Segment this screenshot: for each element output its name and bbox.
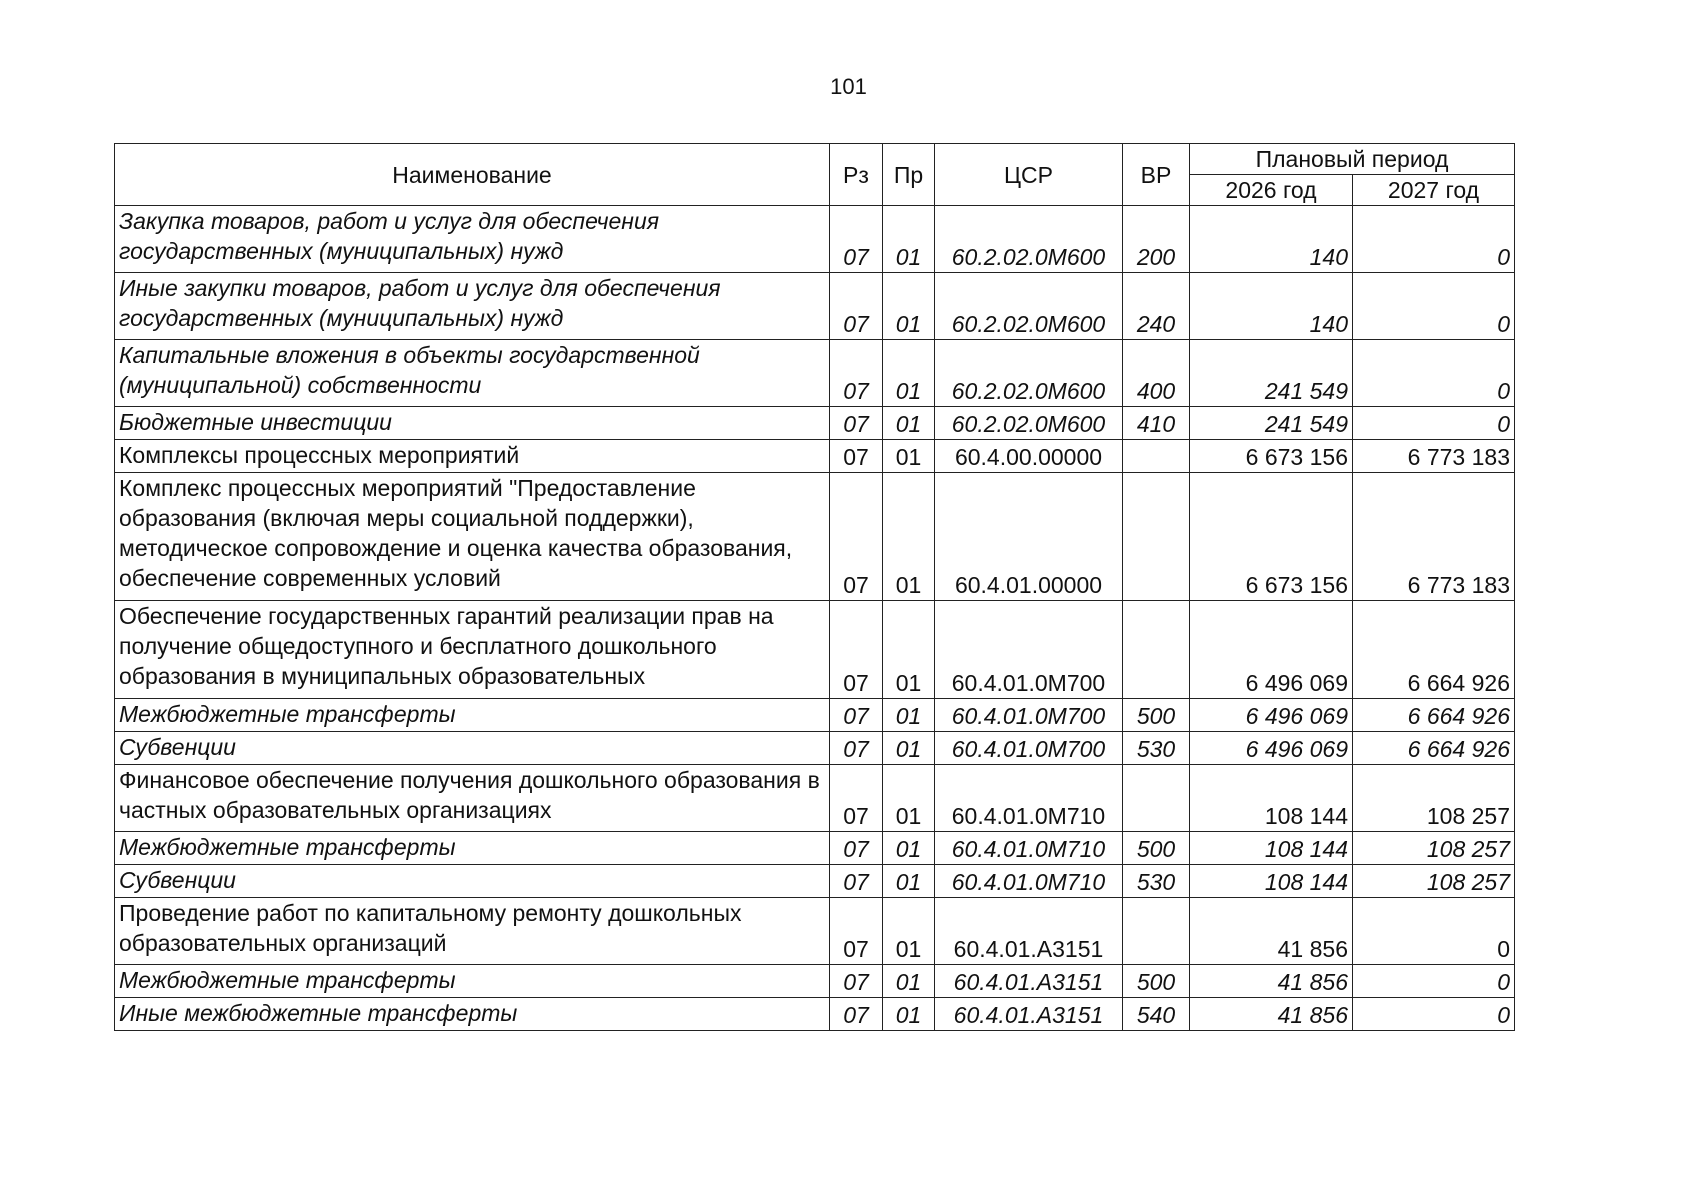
row-csr: 60.4.01.0М700 — [935, 601, 1123, 699]
row-rz: 07 — [830, 832, 883, 865]
row-pr: 01 — [883, 273, 935, 340]
row-value-2027: 0 — [1353, 998, 1515, 1031]
row-vr: 400 — [1123, 340, 1190, 407]
row-name: Субвенции — [115, 732, 830, 765]
row-name: Бюджетные инвестиции — [115, 407, 830, 440]
row-value-2026: 108 144 — [1190, 832, 1353, 865]
row-value-2026: 140 — [1190, 206, 1353, 273]
row-value-2027: 0 — [1353, 407, 1515, 440]
row-name: Капитальные вложения в объекты государственной (муниципальной) собственности — [115, 340, 830, 407]
row-name: Субвенции — [115, 865, 830, 898]
row-value-2027: 0 — [1353, 340, 1515, 407]
row-csr: 60.2.02.0М600 — [935, 273, 1123, 340]
row-name: Межбюджетные трансферты — [115, 832, 830, 865]
row-vr: 240 — [1123, 273, 1190, 340]
row-vr — [1123, 898, 1190, 965]
table-row — [115, 898, 1515, 965]
row-value-2027: 108 257 — [1353, 765, 1515, 832]
row-rz: 07 — [830, 965, 883, 998]
row-value-2027: 0 — [1353, 273, 1515, 340]
row-pr: 01 — [883, 440, 935, 473]
row-csr: 60.4.01.0М700 — [935, 699, 1123, 732]
row-name: Иные межбюджетные трансферты — [115, 998, 830, 1031]
row-rz: 07 — [830, 865, 883, 898]
row-name: Комплексы процессных мероприятий — [115, 440, 830, 473]
row-vr: 410 — [1123, 407, 1190, 440]
row-pr: 01 — [883, 765, 935, 832]
row-csr: 60.4.01.0М710 — [935, 765, 1123, 832]
row-pr: 01 — [883, 206, 935, 273]
row-name: Межбюджетные трансферты — [115, 699, 830, 732]
row-rz: 07 — [830, 273, 883, 340]
row-pr: 01 — [883, 998, 935, 1031]
table-row — [115, 206, 1515, 273]
row-rz: 07 — [830, 765, 883, 832]
row-rz: 07 — [830, 407, 883, 440]
row-value-2026: 108 144 — [1190, 865, 1353, 898]
table-body — [115, 206, 1515, 1031]
row-csr: 60.4.00.00000 — [935, 440, 1123, 473]
row-value-2026: 41 856 — [1190, 898, 1353, 965]
row-vr: 540 — [1123, 998, 1190, 1031]
row-rz: 07 — [830, 340, 883, 407]
header-rz: Рз — [830, 144, 883, 206]
header-year-2027: 2027 год — [1353, 175, 1515, 206]
header-planned-period: Плановый период — [1190, 144, 1515, 175]
table-row — [115, 865, 1515, 898]
header-vr: ВР — [1123, 144, 1190, 206]
row-value-2027: 108 257 — [1353, 832, 1515, 865]
row-name: Обеспечение государственных гарантий реализации прав на получение общедоступного и бесплатного дошкольного образования в муниципальных образовательных — [115, 601, 830, 699]
row-rz: 07 — [830, 699, 883, 732]
row-value-2026: 241 549 — [1190, 407, 1353, 440]
table-row — [115, 699, 1515, 732]
table-row — [115, 601, 1515, 699]
row-value-2027: 0 — [1353, 898, 1515, 965]
row-value-2026: 6 673 156 — [1190, 473, 1353, 601]
row-vr — [1123, 473, 1190, 601]
row-value-2026: 6 496 069 — [1190, 732, 1353, 765]
header-year-2026: 2026 год — [1190, 175, 1353, 206]
table-row — [115, 832, 1515, 865]
page-number: 101 — [830, 74, 867, 99]
row-vr: 530 — [1123, 865, 1190, 898]
row-value-2026: 6 496 069 — [1190, 601, 1353, 699]
row-name: Иные закупки товаров, работ и услуг для обеспечения государственных (муниципальных) нужд — [115, 273, 830, 340]
row-name: Закупка товаров, работ и услуг для обеспечения государственных (муниципальных) нужд — [115, 206, 830, 273]
row-value-2027: 6 664 926 — [1353, 601, 1515, 699]
row-value-2027: 6 773 183 — [1353, 440, 1515, 473]
row-value-2026: 6 496 069 — [1190, 699, 1353, 732]
row-value-2026: 241 549 — [1190, 340, 1353, 407]
row-vr: 500 — [1123, 965, 1190, 998]
header-pr: Пр — [883, 144, 935, 206]
table-row — [115, 340, 1515, 407]
table-header — [115, 144, 1515, 206]
row-csr: 60.4.01.А3151 — [935, 898, 1123, 965]
row-pr: 01 — [883, 699, 935, 732]
header-name: Наименование — [115, 144, 830, 206]
row-pr: 01 — [883, 601, 935, 699]
row-rz: 07 — [830, 206, 883, 273]
table-row — [115, 473, 1515, 601]
row-rz: 07 — [830, 732, 883, 765]
row-csr: 60.4.01.00000 — [935, 473, 1123, 601]
header-csr: ЦСР — [935, 144, 1123, 206]
row-name: Проведение работ по капитальному ремонту дошкольных образовательных организаций — [115, 898, 830, 965]
row-name: Комплекс процессных мероприятий "Предоставление образования (включая меры социальной поддержки), методическое сопровождение и оценка качества образования, обеспечение современных условий — [115, 473, 830, 601]
row-vr: 200 — [1123, 206, 1190, 273]
budget-table — [114, 143, 1515, 1031]
table-row — [115, 407, 1515, 440]
row-vr — [1123, 765, 1190, 832]
row-name: Межбюджетные трансферты — [115, 965, 830, 998]
row-csr: 60.2.02.0М600 — [935, 407, 1123, 440]
row-value-2026: 41 856 — [1190, 998, 1353, 1031]
row-value-2027: 6 773 183 — [1353, 473, 1515, 601]
row-pr: 01 — [883, 340, 935, 407]
row-value-2027: 6 664 926 — [1353, 699, 1515, 732]
row-csr: 60.2.02.0М600 — [935, 340, 1123, 407]
row-value-2026: 41 856 — [1190, 965, 1353, 998]
row-value-2027: 6 664 926 — [1353, 732, 1515, 765]
table-row — [115, 765, 1515, 832]
row-pr: 01 — [883, 832, 935, 865]
row-rz: 07 — [830, 601, 883, 699]
row-vr: 530 — [1123, 732, 1190, 765]
row-value-2026: 6 673 156 — [1190, 440, 1353, 473]
row-csr: 60.4.01.А3151 — [935, 998, 1123, 1031]
row-pr: 01 — [883, 473, 935, 601]
table-row — [115, 440, 1515, 473]
row-value-2027: 108 257 — [1353, 865, 1515, 898]
table-row — [115, 998, 1515, 1031]
row-vr — [1123, 440, 1190, 473]
row-csr: 60.4.01.0М700 — [935, 732, 1123, 765]
row-pr: 01 — [883, 965, 935, 998]
row-csr: 60.4.01.0М710 — [935, 832, 1123, 865]
row-name: Финансовое обеспечение получения дошкольного образования в частных образовательных организациях — [115, 765, 830, 832]
row-pr: 01 — [883, 732, 935, 765]
row-vr: 500 — [1123, 699, 1190, 732]
row-rz: 07 — [830, 440, 883, 473]
row-rz: 07 — [830, 898, 883, 965]
row-pr: 01 — [883, 407, 935, 440]
row-value-2026: 108 144 — [1190, 765, 1353, 832]
row-value-2027: 0 — [1353, 965, 1515, 998]
row-rz: 07 — [830, 998, 883, 1031]
row-vr: 500 — [1123, 832, 1190, 865]
table-row — [115, 273, 1515, 340]
table-row — [115, 732, 1515, 765]
row-value-2027: 0 — [1353, 206, 1515, 273]
row-vr — [1123, 601, 1190, 699]
row-csr: 60.4.01.А3151 — [935, 965, 1123, 998]
row-value-2026: 140 — [1190, 273, 1353, 340]
row-rz: 07 — [830, 473, 883, 601]
row-csr: 60.4.01.0М710 — [935, 865, 1123, 898]
row-pr: 01 — [883, 865, 935, 898]
row-csr: 60.2.02.0М600 — [935, 206, 1123, 273]
row-pr: 01 — [883, 898, 935, 965]
table-row — [115, 965, 1515, 998]
